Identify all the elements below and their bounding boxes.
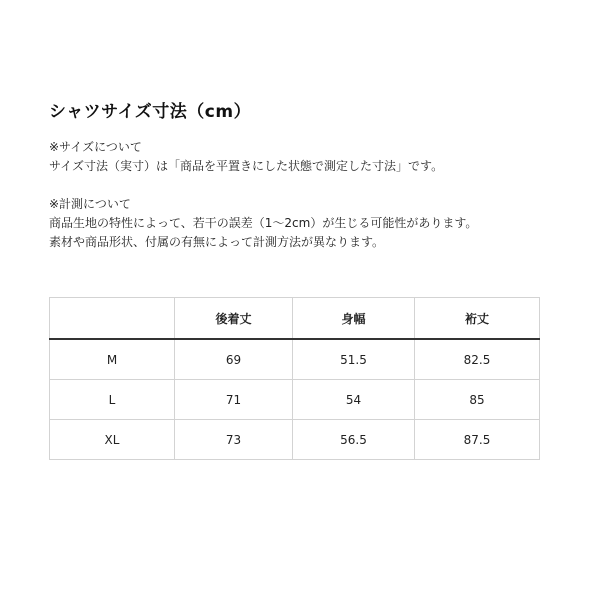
table-header-size (50, 298, 175, 340)
table-cell: 69 (175, 339, 293, 380)
table-cell: 56.5 (293, 420, 415, 460)
table-cell: 85 (415, 380, 540, 420)
size-note (49, 138, 443, 176)
size-label: M (50, 339, 175, 380)
measurement-note-heading: ※計測について (49, 197, 131, 211)
measurement-note-line: 商品生地の特性によって、若干の誤差（1〜2cm）が生じる可能性があります。 (49, 216, 478, 230)
table-row (50, 339, 540, 380)
table-header-row (50, 298, 540, 340)
size-table (49, 297, 540, 460)
table-header-back-length: 後着丈 (175, 298, 293, 340)
size-label: L (50, 380, 175, 420)
measurement-note (49, 195, 477, 252)
table-cell: 51.5 (293, 339, 415, 380)
table-cell: 87.5 (415, 420, 540, 460)
page-title: シャツサイズ寸法（cm） (49, 102, 252, 122)
table-header-sleeve-length: 裄丈 (415, 298, 540, 340)
size-label: XL (50, 420, 175, 460)
table-cell: 71 (175, 380, 293, 420)
table-cell: 82.5 (415, 339, 540, 380)
table-cell: 73 (175, 420, 293, 460)
table-cell: 54 (293, 380, 415, 420)
table-row (50, 420, 540, 460)
table-row (50, 380, 540, 420)
measurement-note-line: 素材や商品形状、付属の有無によって計測方法が異なります。 (49, 235, 385, 249)
size-note-heading: ※サイズについて (49, 140, 142, 154)
size-note-line: サイズ寸法（実寸）は「商品を平置きにした状態で測定した寸法」です。 (49, 159, 444, 173)
table-header-body-width: 身幅 (293, 298, 415, 340)
